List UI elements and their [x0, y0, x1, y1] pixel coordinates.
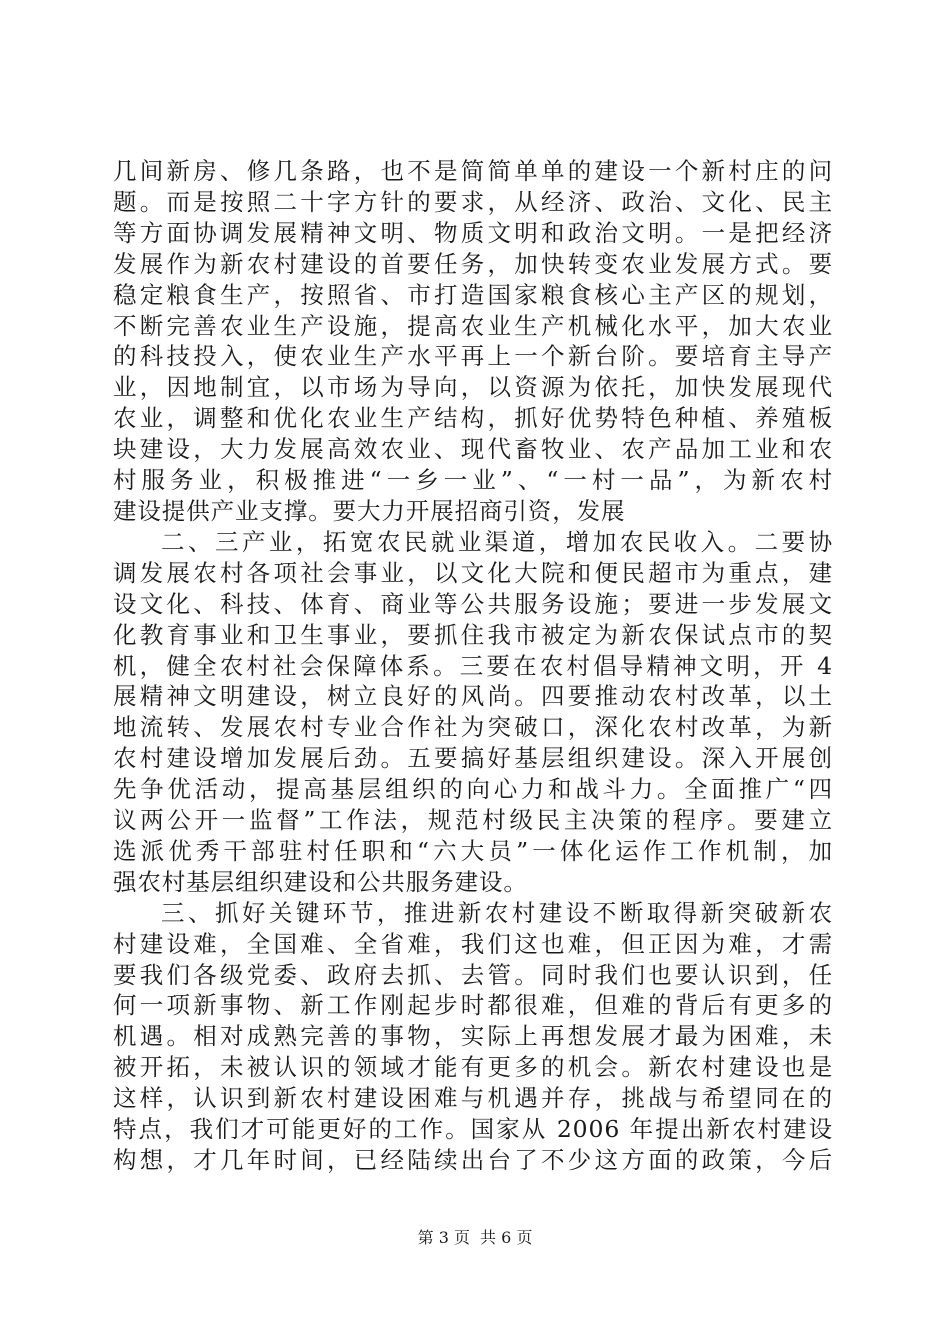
text-line: 设文化、科技、体育、商业等公共服务设施；要进一步发展文: [113, 589, 833, 618]
text-line: 发展作为新农村建设的首要任务，加快转变农业发展方式。要: [113, 249, 833, 278]
text-line: 地流转、发展农村专业合作社为突破口，深化农村改革，为新: [113, 713, 833, 742]
page-footer: [0, 1225, 950, 1248]
text-line: 二、三产业，拓宽农民就业渠道，增加农民收入。二要协: [161, 527, 833, 556]
text-line: 机遇。相对成熟完善的事物，实际上再想发展才最为困难，未: [113, 1022, 833, 1051]
text-line: 三、抓好关键环节，推进新农村建设不断取得新突破新农: [161, 898, 833, 927]
text-line: 几间新房、修几条路，也不是简简单单的建设一个新村庄的问: [113, 157, 833, 185]
text-line: 这样，认识到新农村建设困难与机遇并存，挑战与希望同在的: [113, 1084, 833, 1113]
document-body: [113, 156, 833, 1176]
text-line: 构想，才几年时间，已经陆续出台了不少这方面的政策，今后: [113, 1146, 833, 1174]
text-line: 展精神文明建设，树立良好的风尚。四要推动农村改革，以土: [113, 682, 833, 711]
text-line: 化教育事业和卫生事业，要抓住我市被定为新农保试点市的契: [113, 620, 833, 649]
text-line: 强农村基层组织建设和公共服务建设。: [113, 867, 528, 896]
text-line: 等方面协调发展精神文明、物质文明和政治文明。一是把经济: [113, 218, 833, 247]
text-line: 的科技投入，使农业生产水平再上一个新台阶。要培育主导产: [113, 342, 833, 371]
text-line: 调发展农村各项社会事业，以文化大院和便民超市为重点，建: [113, 558, 833, 587]
text-line: 村服务业，积极推进“一乡一业”、“一村一品”，为新农村: [113, 466, 833, 495]
page-number: 第 3 页: [417, 1228, 470, 1247]
page-total: 共 6 页: [480, 1228, 533, 1247]
text-line: 建设提供产业支撑。要大力开展招商引资，发展: [113, 496, 626, 525]
text-line: 农业，调整和优化农业生产结构，抓好优势特色种植、养殖板: [113, 404, 833, 433]
text-line: 村建设难，全国难、全省难，我们这也难，但正因为难，才需: [113, 929, 833, 958]
text-line: 业，因地制宜，以市场为导向，以资源为依托，加快发展现代: [113, 373, 833, 402]
text-line: 题。而是按照二十字方针的要求，从经济、政治、文化、民主: [113, 187, 833, 216]
text-line: 特点，我们才可能更好的工作。国家从 2006 年提出新农村建设: [113, 1115, 833, 1144]
text-line: 稳定粮食生产，按照省、市打造国家粮食核心主产区的规划，: [113, 280, 833, 309]
paragraph: [113, 527, 833, 898]
text-line: 先争优活动，提高基层组织的向心力和战斗力。全面推广“四: [113, 775, 833, 804]
text-line: 被开拓，未被认识的领域才能有更多的机会。新农村建设也是: [113, 1053, 833, 1082]
text-line: 机，健全农村社会保障体系。三要在农村倡导精神文明，开 4: [113, 651, 833, 680]
paragraph: [113, 898, 833, 1176]
text-line: 何一项新事物、新工作刚起步时都很难，但难的背后有更多的: [113, 991, 833, 1020]
paragraph: [113, 156, 833, 527]
text-line: 要我们各级党委、政府去抓、去管。同时我们也要认识到，任: [113, 960, 833, 989]
text-line: 议两公开一监督”工作法，规范村级民主决策的程序。要建立: [113, 806, 833, 835]
text-line: 选派优秀干部驻村任职和“六大员”一体化运作工作机制，加: [113, 836, 833, 865]
text-line: 农村建设增加发展后劲。五要搞好基层组织建设。深入开展创: [113, 744, 833, 773]
text-line: 块建设，大力发展高效农业、现代畜牧业、农产品加工业和农: [113, 435, 833, 464]
text-line: 不断完善农业生产设施，提高农业生产机械化水平，加大农业: [113, 311, 833, 340]
